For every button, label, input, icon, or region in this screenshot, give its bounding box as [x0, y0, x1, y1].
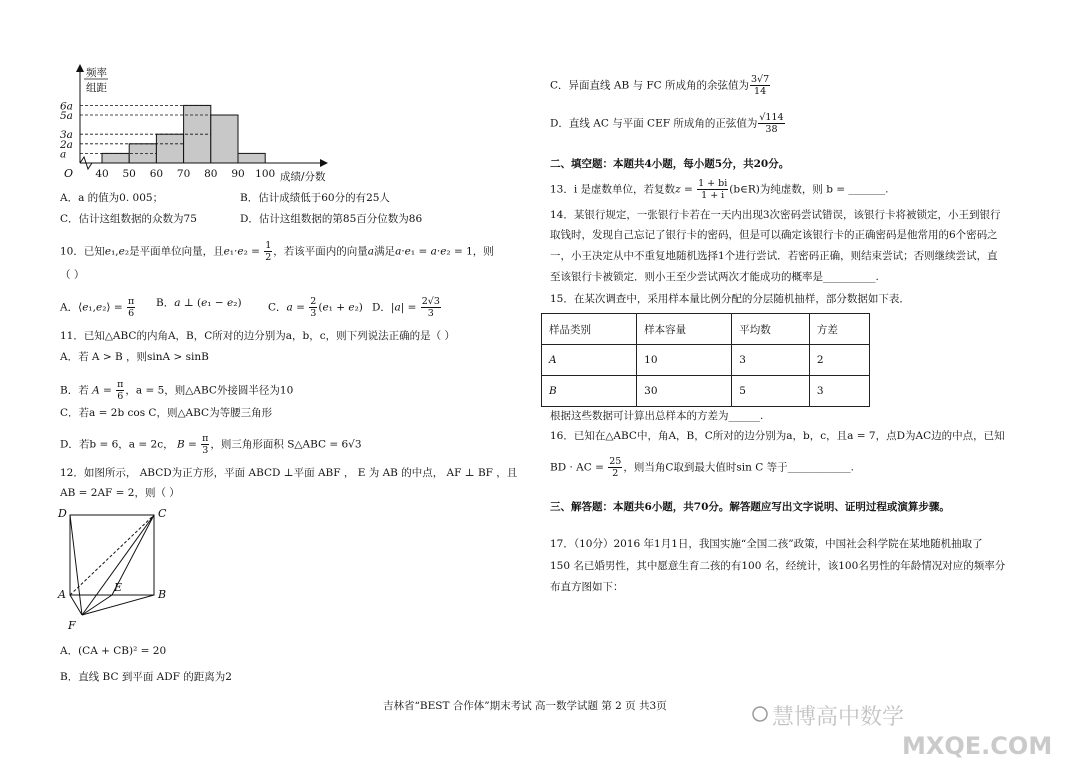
q15-after: 根据这些数据可计算出总样本的方差为______. — [550, 410, 764, 422]
q12-option-d: D．直线 AC 与平面 CEF 所成角的正弦值为 $\frac{√114}{38}$ — [550, 112, 784, 135]
q12-option-b: B．直线 BC 到平面 ADF 的距离为2 — [60, 671, 232, 683]
watermark — [752, 694, 1072, 758]
q10-option-b: B．a ⊥ (e₁ − e₂) — [156, 297, 242, 309]
wechat-icon — [753, 707, 767, 721]
q11-option-d: D．若b = 6，a = 2c， B = $\frac{\pi}{3}$ ，则三角形面积 S△ABC = 6√3 — [60, 433, 362, 456]
q14-line2: 取钱时，发现自己忘记了银行卡的密码，但是可以确定该银行卡的正确密码是他常用的6个密码之 — [550, 229, 998, 241]
edge-df — [70, 515, 82, 615]
y-tick-label: 2a — [60, 138, 73, 151]
x-tick-label: 100 — [255, 168, 276, 180]
q13: 13．i 是虚数单位，若复数z = $\frac{1 + bi}{1 + i}$ (b∈R)为纯虚数，则 b = _______. — [550, 178, 889, 201]
x-tick-label: 90 — [231, 168, 245, 180]
table-cell: 5 — [732, 376, 810, 407]
x-tick-label: 80 — [204, 168, 218, 180]
q12-option-a: A．(CA + CB)² = 20 — [60, 645, 167, 657]
x-tick-label: 60 — [149, 168, 164, 180]
table-row — [542, 376, 870, 407]
q15-stem: 15．在某次调查中，采用样本量比例分配的分层随机抽样，部分数据如下表． — [550, 293, 910, 305]
label-f: F — [68, 619, 76, 632]
q10-option-a: A．⟨e₁,e₂⟩ = $\frac{\pi}{6}$ — [60, 296, 135, 319]
q11-option-c: C．若a = 2b cos C，则△ABC为等腰三角形 — [60, 407, 273, 419]
label-c: C — [158, 507, 167, 520]
q9-option-c: C．估计这组数据的众数为75 — [60, 213, 197, 225]
table-cell: 3 — [732, 345, 810, 376]
table-header-cell: 方差 — [809, 314, 869, 345]
q11-option-a: A．若 A > B ，则sinA > sinB — [60, 351, 209, 363]
q14-line1: 14．某银行规定，一张银行卡若在一天内出现3次密码尝试错误，该银行卡将被锁定，小王到银行 — [550, 209, 1001, 221]
diag-ac — [70, 515, 154, 595]
sample-table — [541, 313, 870, 407]
watermark-line2: MXQE.COM — [902, 732, 1053, 758]
y-axis-arrow — [76, 64, 84, 72]
page-footer: 吉林省“BEST 合作体”期末考试 高一数学试题 第 2 页 共3页 — [383, 700, 667, 712]
q10-option-d: D．|a| = $\frac{2√3}{3}$ — [372, 296, 440, 319]
edge-cf — [82, 515, 154, 615]
q9-option-b: B．估计成绩低于60分的有25人 — [240, 192, 390, 204]
table-cell: 30 — [637, 376, 732, 407]
section-3-heading: 三、解答题：本题共6小题，共70分。解答题应写出文字说明、证明过程或演算步骤。 — [550, 501, 950, 513]
q9-option-d: D．估计这组数据的第85百分位数为86 — [240, 213, 423, 225]
table-header-row — [542, 314, 870, 345]
histogram-bar — [102, 153, 129, 163]
x-axis-label: 成绩/分数 — [280, 171, 326, 183]
label-a: A — [58, 588, 66, 601]
table-cell: B — [542, 376, 637, 407]
label-b: B — [158, 588, 167, 601]
q10-stem: 10．已知e₁,e₂是平面单位向量，且e₁·e₂ = $\frac{1}{2}$ ，若该平面内的向量a满足a·e₁ = a·e₂ = 1，则 — [60, 240, 494, 263]
edge-bf — [82, 595, 154, 615]
x-tick-label: 70 — [176, 168, 191, 180]
table-cell: 2 — [809, 345, 869, 376]
histogram-bar — [238, 153, 265, 163]
table-header-cell: 平均数 — [732, 314, 810, 345]
label-d: D — [58, 507, 67, 520]
table-row — [542, 345, 870, 376]
x-axis-arrow — [320, 159, 328, 167]
y-tick-label: 5a — [60, 110, 73, 122]
q9-option-a: A．a 的值为0. 005； — [60, 192, 164, 204]
q12-stem-line2: AB = 2AF = 2，则（ ） — [60, 487, 180, 499]
q11-stem: 11．已知△ABC的内角A，B，C所对的边分别为a，b，c，则下列说法正确的是（ ） — [60, 330, 455, 342]
table-cell: A — [542, 345, 637, 376]
q12-option-c: C．异面直线 AB 与 FC 所成角的余弦值为 $\frac{3√7}{14}$ — [550, 74, 770, 97]
y-tick-label: a — [60, 148, 67, 161]
q10-option-c: C．a = $\frac{2}{3}$ (e₁ + e₂) — [268, 296, 363, 319]
q14-line4: 至该银行卡被锁定．则小王至少尝试两次才能成功的概率是__________. — [550, 271, 879, 283]
x-tick-label: 50 — [122, 168, 136, 180]
q11-option-b: B．若 A = $\frac{\pi}{6}$ ，a = 5，则△ABC外接圆半径为10 — [60, 379, 294, 402]
y-axis-label-bottom: 组距 — [86, 82, 107, 94]
q10-paren: （ ） — [60, 269, 85, 281]
q16-line2: BD · AC = $\frac{25}{2}$ ，则当角C取到最大值时sin C 等于____________. — [550, 456, 854, 479]
q12-stem-line1: 12．如图所示， ABCD为正方形，平面 ABCD ⊥平面 ABF ， E 为 AB 的中点， AF ⊥ BF ，且 — [60, 467, 518, 479]
geometry-figure — [54, 505, 180, 635]
q17-line2: 150 名已婚男性，其中愿意生育二孩的有100 名，经统计，该100名男性的年龄情况对应的频率分 — [550, 560, 1006, 572]
origin-label: O — [64, 167, 74, 180]
histogram-bar — [156, 134, 183, 163]
q14-line3: 一，小王决定从中不重复地随机选择1个进行尝试．若密码正确，则结束尝试；否则继续尝试，直 — [550, 250, 998, 262]
table-header-cell: 样本容量 — [637, 314, 732, 345]
edge-ef — [82, 595, 112, 615]
frequency-histogram — [58, 62, 338, 188]
label-e: E — [114, 581, 123, 594]
table-header-cell: 样品类别 — [542, 314, 637, 345]
x-tick-label: 40 — [95, 168, 109, 180]
table-cell: 10 — [637, 345, 732, 376]
q16-line1: 16．已知在△ABC中，角A，B，C所对的边分别为a，b，c，且a = 7，点D为AC边的中点，已知 — [550, 430, 1005, 442]
y-tick-label: 6a — [60, 100, 73, 113]
table-cell: 3 — [809, 376, 869, 407]
q17-line3: 布直方图如下： — [550, 581, 624, 593]
q17-line1: 17．（10分）2016 年1月1日，我国实施“全国二孩”政策，中国社会科学院在某地随机抽取了 — [550, 538, 983, 550]
histogram-bar — [211, 115, 238, 163]
y-axis-label-top: 频率 — [86, 67, 107, 79]
watermark-line1: 慧博高中数学 — [772, 705, 905, 730]
y-tick-label: 3a — [60, 129, 73, 142]
section-2-heading: 二、填空题：本题共4小题，每小题5分，共20分。 — [550, 158, 790, 170]
